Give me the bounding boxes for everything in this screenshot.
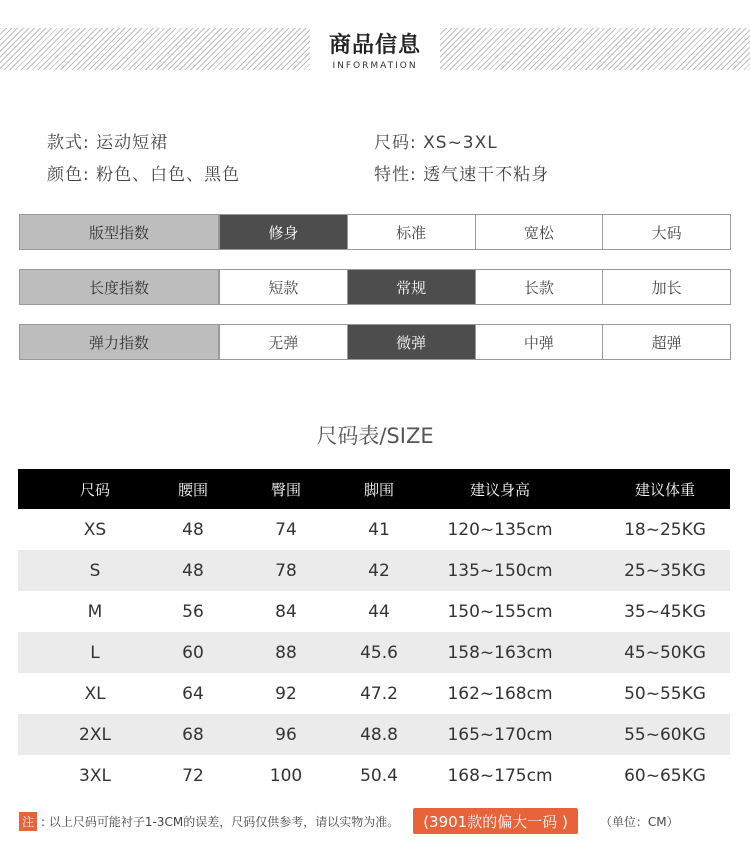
fit-option-slim: 修身	[219, 215, 347, 249]
cell-waist: 56	[182, 601, 204, 622]
length-option-regular: 常规	[347, 270, 475, 304]
cell-size: 2XL	[79, 724, 111, 745]
cell-height: 135~150cm	[447, 560, 553, 581]
fit-option-plus: 大码	[602, 215, 730, 249]
header-hip: 臀围	[270, 480, 301, 499]
cell-waist: 60	[182, 642, 204, 663]
header-hem: 脚围	[363, 480, 394, 499]
cell-height: 168~175cm	[447, 765, 553, 786]
section-subtitle: INFORMATION	[332, 61, 418, 71]
cell-height: 150~155cm	[447, 601, 553, 622]
cell-hem: 45.6	[360, 642, 398, 663]
table-row	[18, 509, 730, 550]
cell-size: S	[89, 560, 101, 581]
cell-size: XS	[83, 519, 107, 540]
cell-hip: 96	[275, 724, 297, 745]
length-index-bar	[19, 269, 731, 305]
info-colors: 颜色: 粉色、白色、黑色	[47, 164, 241, 185]
cell-weight: 45~50KG	[624, 642, 706, 663]
stretch-option-super: 超弹	[602, 325, 730, 359]
cell-waist: 68	[182, 724, 204, 745]
cell-hip: 88	[275, 642, 297, 663]
cell-waist: 48	[182, 560, 204, 581]
cell-hip: 74	[275, 519, 297, 540]
table-row	[18, 550, 730, 591]
cell-waist: 64	[182, 683, 204, 704]
size-table-header	[18, 469, 730, 509]
cell-hip: 100	[269, 765, 303, 786]
length-option-short: 短款	[219, 270, 347, 304]
fit-index-label: 版型指数	[20, 215, 219, 249]
cell-weight: 18~25KG	[624, 519, 706, 540]
header-size: 尺码	[79, 480, 110, 499]
note-unit: （单位：CM）	[599, 814, 679, 829]
cell-hem: 42	[368, 560, 390, 581]
cell-waist: 48	[182, 519, 204, 540]
table-row	[18, 714, 730, 755]
cell-weight: 35~45KG	[624, 601, 706, 622]
stretch-index-label: 弹力指数	[20, 325, 219, 359]
cell-hem: 50.4	[360, 765, 398, 786]
table-row	[18, 632, 730, 673]
table-row	[18, 673, 730, 714]
size-note	[19, 808, 739, 834]
stretch-index-bar	[19, 324, 731, 360]
header-weight: 建议体重	[634, 480, 695, 499]
cell-hip: 78	[275, 560, 297, 581]
cell-size: XL	[84, 683, 106, 704]
info-style: 款式: 运动短裙	[47, 132, 169, 153]
table-row	[18, 591, 730, 632]
cell-height: 162~168cm	[447, 683, 553, 704]
cell-height: 165~170cm	[447, 724, 553, 745]
cell-hem: 48.8	[360, 724, 398, 745]
section-title: 商品信息	[328, 33, 421, 58]
cell-waist: 72	[182, 765, 204, 786]
cell-size: M	[87, 601, 103, 622]
cell-size: L	[90, 642, 100, 663]
header-height: 建议身高	[469, 480, 530, 499]
cell-weight: 50~55KG	[624, 683, 706, 704]
cell-height: 120~135cm	[447, 519, 553, 540]
note-text: : 以上尺码可能衬子1-3CM的误差，尺码仅供参考，请以实物为准。	[41, 814, 400, 829]
length-option-long: 长款	[475, 270, 603, 304]
cell-weight: 25~35KG	[624, 560, 706, 581]
stretch-option-slight: 微弹	[347, 325, 475, 359]
info-feature: 特性: 透气速干不粘身	[374, 164, 550, 185]
size-table	[18, 469, 730, 796]
length-index-label: 长度指数	[20, 270, 219, 304]
cell-hem: 41	[368, 519, 390, 540]
note-tag: 注	[19, 812, 37, 831]
cell-height: 158~163cm	[447, 642, 553, 663]
stretch-option-none: 无弹	[219, 325, 347, 359]
cell-hem: 44	[368, 601, 390, 622]
fit-option-standard: 标准	[347, 215, 475, 249]
cell-hip: 92	[275, 683, 297, 704]
info-size-range: 尺码: XS~3XL	[374, 132, 498, 153]
note-highlight-badge: (3901款的偏大一码 )	[413, 808, 578, 834]
info-row	[47, 156, 727, 188]
stretch-option-medium: 中弹	[475, 325, 603, 359]
cell-hem: 47.2	[360, 683, 398, 704]
header-waist: 腰围	[177, 480, 208, 499]
product-info	[47, 124, 727, 188]
cell-hip: 84	[275, 601, 297, 622]
fit-index-bar	[19, 214, 731, 250]
cell-weight: 55~60KG	[624, 724, 706, 745]
size-table-title: 尺码表/SIZE	[316, 424, 434, 448]
info-row	[47, 124, 727, 156]
section-header	[0, 18, 750, 74]
cell-size: 3XL	[79, 765, 111, 786]
fit-option-loose: 宽松	[475, 215, 603, 249]
cell-weight: 60~65KG	[624, 765, 706, 786]
length-option-extra-long: 加长	[602, 270, 730, 304]
table-row	[18, 755, 730, 796]
